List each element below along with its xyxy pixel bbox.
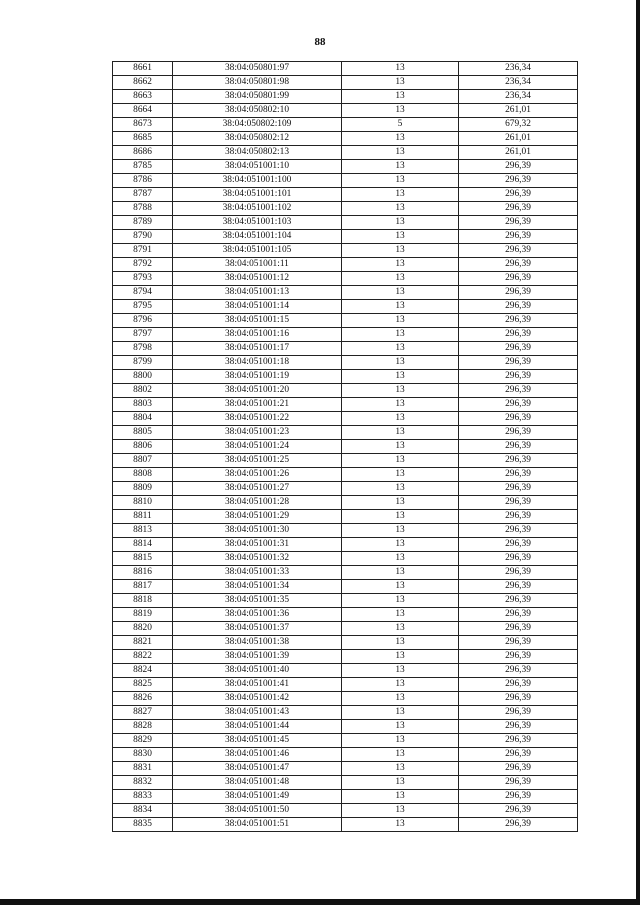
count-cell: 13 xyxy=(342,356,459,370)
table-row xyxy=(113,650,578,664)
cadastral-number-cell: 38:04:051001:100 xyxy=(173,174,342,188)
value-cell: 296,39 xyxy=(459,622,578,636)
table-row xyxy=(113,230,578,244)
row-number-cell: 8673 xyxy=(113,118,173,132)
count-cell: 13 xyxy=(342,440,459,454)
row-number-cell: 8824 xyxy=(113,664,173,678)
row-number-cell: 8786 xyxy=(113,174,173,188)
value-cell: 296,39 xyxy=(459,342,578,356)
row-number-cell: 8804 xyxy=(113,412,173,426)
row-number-cell: 8807 xyxy=(113,454,173,468)
table-row xyxy=(113,748,578,762)
row-number-cell: 8790 xyxy=(113,230,173,244)
value-cell: 296,39 xyxy=(459,398,578,412)
table-row xyxy=(113,384,578,398)
row-number-cell: 8662 xyxy=(113,76,173,90)
table-row xyxy=(113,468,578,482)
value-cell: 296,39 xyxy=(459,524,578,538)
count-cell: 13 xyxy=(342,482,459,496)
row-number-cell: 8798 xyxy=(113,342,173,356)
cadastral-number-cell: 38:04:051001:40 xyxy=(173,664,342,678)
cadastral-number-cell: 38:04:050801:97 xyxy=(173,62,342,76)
table-row xyxy=(113,300,578,314)
table-row xyxy=(113,594,578,608)
cadastral-number-cell: 38:04:051001:104 xyxy=(173,230,342,244)
table-row xyxy=(113,118,578,132)
row-number-cell: 8818 xyxy=(113,594,173,608)
page-number: 88 xyxy=(314,36,326,48)
cadastral-number-cell: 38:04:051001:10 xyxy=(173,160,342,174)
row-number-cell: 8803 xyxy=(113,398,173,412)
row-number-cell: 8831 xyxy=(113,762,173,776)
value-cell: 296,39 xyxy=(459,608,578,622)
value-cell: 261,01 xyxy=(459,104,578,118)
value-cell: 296,39 xyxy=(459,314,578,328)
count-cell: 13 xyxy=(342,188,459,202)
cadastral-number-cell: 38:04:050802:12 xyxy=(173,132,342,146)
row-number-cell: 8797 xyxy=(113,328,173,342)
table-row xyxy=(113,454,578,468)
table-row xyxy=(113,776,578,790)
value-cell: 261,01 xyxy=(459,132,578,146)
count-cell: 13 xyxy=(342,454,459,468)
count-cell: 13 xyxy=(342,468,459,482)
count-cell: 13 xyxy=(342,174,459,188)
table-row xyxy=(113,524,578,538)
count-cell: 13 xyxy=(342,398,459,412)
count-cell: 13 xyxy=(342,314,459,328)
row-number-cell: 8835 xyxy=(113,818,173,832)
cadastral-number-cell: 38:04:051001:17 xyxy=(173,342,342,356)
value-cell: 296,39 xyxy=(459,272,578,286)
row-number-cell: 8816 xyxy=(113,566,173,580)
table-row xyxy=(113,496,578,510)
count-cell: 13 xyxy=(342,202,459,216)
table-row xyxy=(113,622,578,636)
count-cell: 13 xyxy=(342,370,459,384)
table-row xyxy=(113,762,578,776)
row-number-cell: 8785 xyxy=(113,160,173,174)
row-number-cell: 8805 xyxy=(113,426,173,440)
table-row xyxy=(113,664,578,678)
table-row xyxy=(113,692,578,706)
table-row xyxy=(113,132,578,146)
table-row xyxy=(113,482,578,496)
value-cell: 296,39 xyxy=(459,748,578,762)
value-cell: 296,39 xyxy=(459,762,578,776)
cadastral-number-cell: 38:04:051001:105 xyxy=(173,244,342,258)
value-cell: 296,39 xyxy=(459,426,578,440)
cadastral-number-cell: 38:04:051001:37 xyxy=(173,622,342,636)
table-row xyxy=(113,398,578,412)
cadastral-number-cell: 38:04:050802:10 xyxy=(173,104,342,118)
row-number-cell: 8792 xyxy=(113,258,173,272)
value-cell: 296,39 xyxy=(459,160,578,174)
cadastral-number-cell: 38:04:051001:27 xyxy=(173,482,342,496)
cadastral-number-cell: 38:04:051001:14 xyxy=(173,300,342,314)
count-cell: 13 xyxy=(342,776,459,790)
value-cell: 296,39 xyxy=(459,468,578,482)
row-number-cell: 8826 xyxy=(113,692,173,706)
cadastral-number-cell: 38:04:051001:28 xyxy=(173,496,342,510)
row-number-cell: 8815 xyxy=(113,552,173,566)
cadastral-number-cell: 38:04:051001:25 xyxy=(173,454,342,468)
row-number-cell: 8685 xyxy=(113,132,173,146)
table-row xyxy=(113,678,578,692)
row-number-cell: 8664 xyxy=(113,104,173,118)
count-cell: 13 xyxy=(342,538,459,552)
cadastral-number-cell: 38:04:051001:20 xyxy=(173,384,342,398)
value-cell: 296,39 xyxy=(459,230,578,244)
row-number-cell: 8821 xyxy=(113,636,173,650)
count-cell: 13 xyxy=(342,76,459,90)
table-row xyxy=(113,720,578,734)
count-cell: 13 xyxy=(342,818,459,832)
row-number-cell: 8820 xyxy=(113,622,173,636)
cadastral-number-cell: 38:04:051001:50 xyxy=(173,804,342,818)
cadastral-number-cell: 38:04:051001:51 xyxy=(173,818,342,832)
cadastral-number-cell: 38:04:051001:102 xyxy=(173,202,342,216)
row-number-cell: 8813 xyxy=(113,524,173,538)
cadastral-number-cell: 38:04:051001:32 xyxy=(173,552,342,566)
row-number-cell: 8788 xyxy=(113,202,173,216)
cadastral-number-cell: 38:04:051001:49 xyxy=(173,790,342,804)
cadastral-number-cell: 38:04:051001:23 xyxy=(173,426,342,440)
count-cell: 5 xyxy=(342,118,459,132)
count-cell: 13 xyxy=(342,636,459,650)
row-number-cell: 8819 xyxy=(113,608,173,622)
table-row xyxy=(113,636,578,650)
table-row xyxy=(113,202,578,216)
table-row xyxy=(113,272,578,286)
count-cell: 13 xyxy=(342,412,459,426)
table-row xyxy=(113,608,578,622)
row-number-cell: 8686 xyxy=(113,146,173,160)
table-row xyxy=(113,104,578,118)
cadastral-number-cell: 38:04:051001:30 xyxy=(173,524,342,538)
row-number-cell: 8802 xyxy=(113,384,173,398)
cadastral-number-cell: 38:04:051001:35 xyxy=(173,594,342,608)
cadastral-number-cell: 38:04:051001:34 xyxy=(173,580,342,594)
count-cell: 13 xyxy=(342,90,459,104)
table-row xyxy=(113,538,578,552)
value-cell: 296,39 xyxy=(459,776,578,790)
value-cell: 236,34 xyxy=(459,90,578,104)
table-row xyxy=(113,174,578,188)
table-row xyxy=(113,580,578,594)
table-body xyxy=(113,62,578,832)
value-cell: 296,39 xyxy=(459,300,578,314)
cadastral-number-cell: 38:04:050801:98 xyxy=(173,76,342,90)
scan-edge xyxy=(636,0,640,905)
row-number-cell: 8787 xyxy=(113,188,173,202)
scan-bottom-edge xyxy=(0,899,640,905)
count-cell: 13 xyxy=(342,566,459,580)
row-number-cell: 8828 xyxy=(113,720,173,734)
value-cell: 296,39 xyxy=(459,244,578,258)
count-cell: 13 xyxy=(342,160,459,174)
count-cell: 13 xyxy=(342,552,459,566)
count-cell: 13 xyxy=(342,622,459,636)
cadastral-number-cell: 38:04:051001:43 xyxy=(173,706,342,720)
count-cell: 13 xyxy=(342,664,459,678)
cadastral-number-cell: 38:04:051001:42 xyxy=(173,692,342,706)
row-number-cell: 8833 xyxy=(113,790,173,804)
value-cell: 296,39 xyxy=(459,538,578,552)
row-number-cell: 8795 xyxy=(113,300,173,314)
count-cell: 13 xyxy=(342,692,459,706)
row-number-cell: 8789 xyxy=(113,216,173,230)
table-row xyxy=(113,286,578,300)
cadastral-number-cell: 38:04:051001:22 xyxy=(173,412,342,426)
table-row xyxy=(113,426,578,440)
table-row xyxy=(113,706,578,720)
row-number-cell: 8809 xyxy=(113,482,173,496)
table-row xyxy=(113,342,578,356)
value-cell: 296,39 xyxy=(459,552,578,566)
table-row xyxy=(113,370,578,384)
table-row xyxy=(113,146,578,160)
value-cell: 296,39 xyxy=(459,594,578,608)
table-row xyxy=(113,160,578,174)
value-cell: 296,39 xyxy=(459,202,578,216)
cadastral-number-cell: 38:04:051001:103 xyxy=(173,216,342,230)
cadastral-number-cell: 38:04:051001:24 xyxy=(173,440,342,454)
table-row xyxy=(113,804,578,818)
cadastral-number-cell: 38:04:051001:16 xyxy=(173,328,342,342)
value-cell: 296,39 xyxy=(459,328,578,342)
table-row xyxy=(113,258,578,272)
row-number-cell: 8810 xyxy=(113,496,173,510)
row-number-cell: 8794 xyxy=(113,286,173,300)
table-row xyxy=(113,216,578,230)
table-row xyxy=(113,62,578,76)
cadastral-number-cell: 38:04:051001:46 xyxy=(173,748,342,762)
cadastral-number-cell: 38:04:051001:11 xyxy=(173,258,342,272)
row-number-cell: 8808 xyxy=(113,468,173,482)
table-row xyxy=(113,188,578,202)
cadastral-number-cell: 38:04:051001:36 xyxy=(173,608,342,622)
row-number-cell: 8827 xyxy=(113,706,173,720)
table-row xyxy=(113,510,578,524)
table-row xyxy=(113,818,578,832)
row-number-cell: 8834 xyxy=(113,804,173,818)
row-number-cell: 8663 xyxy=(113,90,173,104)
table-row xyxy=(113,90,578,104)
cadastral-number-cell: 38:04:051001:48 xyxy=(173,776,342,790)
row-number-cell: 8793 xyxy=(113,272,173,286)
count-cell: 13 xyxy=(342,790,459,804)
count-cell: 13 xyxy=(342,748,459,762)
value-cell: 679,32 xyxy=(459,118,578,132)
count-cell: 13 xyxy=(342,580,459,594)
cadastral-number-cell: 38:04:051001:13 xyxy=(173,286,342,300)
table-row xyxy=(113,328,578,342)
value-cell: 296,39 xyxy=(459,482,578,496)
count-cell: 13 xyxy=(342,258,459,272)
value-cell: 296,39 xyxy=(459,370,578,384)
count-cell: 13 xyxy=(342,230,459,244)
count-cell: 13 xyxy=(342,510,459,524)
count-cell: 13 xyxy=(342,496,459,510)
value-cell: 296,39 xyxy=(459,804,578,818)
cadastral-number-cell: 38:04:051001:44 xyxy=(173,720,342,734)
count-cell: 13 xyxy=(342,286,459,300)
count-cell: 13 xyxy=(342,216,459,230)
count-cell: 13 xyxy=(342,300,459,314)
cadastral-number-cell: 38:04:050802:109 xyxy=(173,118,342,132)
table-row xyxy=(113,76,578,90)
count-cell: 13 xyxy=(342,650,459,664)
count-cell: 13 xyxy=(342,104,459,118)
value-cell: 296,39 xyxy=(459,174,578,188)
value-cell: 296,39 xyxy=(459,258,578,272)
row-number-cell: 8825 xyxy=(113,678,173,692)
table-row xyxy=(113,552,578,566)
cadastral-number-cell: 38:04:050801:99 xyxy=(173,90,342,104)
value-cell: 296,39 xyxy=(459,496,578,510)
row-number-cell: 8830 xyxy=(113,748,173,762)
value-cell: 296,39 xyxy=(459,706,578,720)
row-number-cell: 8796 xyxy=(113,314,173,328)
count-cell: 13 xyxy=(342,132,459,146)
cadastral-number-cell: 38:04:051001:33 xyxy=(173,566,342,580)
value-cell: 296,39 xyxy=(459,566,578,580)
count-cell: 13 xyxy=(342,342,459,356)
value-cell: 296,39 xyxy=(459,720,578,734)
cadastral-number-cell: 38:04:051001:31 xyxy=(173,538,342,552)
count-cell: 13 xyxy=(342,524,459,538)
row-number-cell: 8791 xyxy=(113,244,173,258)
value-cell: 296,39 xyxy=(459,664,578,678)
table-row xyxy=(113,244,578,258)
value-cell: 296,39 xyxy=(459,188,578,202)
value-cell: 296,39 xyxy=(459,650,578,664)
cadastral-number-cell: 38:04:050802:13 xyxy=(173,146,342,160)
value-cell: 296,39 xyxy=(459,818,578,832)
value-cell: 296,39 xyxy=(459,734,578,748)
row-number-cell: 8814 xyxy=(113,538,173,552)
data-table xyxy=(112,61,578,832)
value-cell: 296,39 xyxy=(459,286,578,300)
value-cell: 296,39 xyxy=(459,454,578,468)
value-cell: 296,39 xyxy=(459,216,578,230)
cadastral-number-cell: 38:04:051001:45 xyxy=(173,734,342,748)
cadastral-number-cell: 38:04:051001:15 xyxy=(173,314,342,328)
table-row xyxy=(113,790,578,804)
row-number-cell: 8817 xyxy=(113,580,173,594)
count-cell: 13 xyxy=(342,678,459,692)
count-cell: 13 xyxy=(342,734,459,748)
count-cell: 13 xyxy=(342,272,459,286)
cadastral-number-cell: 38:04:051001:101 xyxy=(173,188,342,202)
cadastral-number-cell: 38:04:051001:47 xyxy=(173,762,342,776)
cadastral-number-cell: 38:04:051001:39 xyxy=(173,650,342,664)
row-number-cell: 8832 xyxy=(113,776,173,790)
table-row xyxy=(113,566,578,580)
count-cell: 13 xyxy=(342,146,459,160)
cadastral-number-cell: 38:04:051001:29 xyxy=(173,510,342,524)
cadastral-number-cell: 38:04:051001:26 xyxy=(173,468,342,482)
row-number-cell: 8661 xyxy=(113,62,173,76)
row-number-cell: 8806 xyxy=(113,440,173,454)
row-number-cell: 8811 xyxy=(113,510,173,524)
count-cell: 13 xyxy=(342,608,459,622)
cadastral-number-cell: 38:04:051001:12 xyxy=(173,272,342,286)
table-row xyxy=(113,440,578,454)
count-cell: 13 xyxy=(342,384,459,398)
value-cell: 296,39 xyxy=(459,440,578,454)
cadastral-number-cell: 38:04:051001:21 xyxy=(173,398,342,412)
count-cell: 13 xyxy=(342,594,459,608)
table-row xyxy=(113,412,578,426)
count-cell: 13 xyxy=(342,804,459,818)
count-cell: 13 xyxy=(342,426,459,440)
value-cell: 236,34 xyxy=(459,76,578,90)
table-row xyxy=(113,734,578,748)
count-cell: 13 xyxy=(342,706,459,720)
cadastral-number-cell: 38:04:051001:38 xyxy=(173,636,342,650)
cadastral-number-cell: 38:04:051001:18 xyxy=(173,356,342,370)
count-cell: 13 xyxy=(342,62,459,76)
count-cell: 13 xyxy=(342,328,459,342)
value-cell: 296,39 xyxy=(459,790,578,804)
cadastral-number-cell: 38:04:051001:41 xyxy=(173,678,342,692)
row-number-cell: 8822 xyxy=(113,650,173,664)
table-row xyxy=(113,314,578,328)
value-cell: 236,34 xyxy=(459,62,578,76)
table-row xyxy=(113,356,578,370)
value-cell: 296,39 xyxy=(459,580,578,594)
count-cell: 13 xyxy=(342,762,459,776)
value-cell: 296,39 xyxy=(459,356,578,370)
count-cell: 13 xyxy=(342,244,459,258)
row-number-cell: 8800 xyxy=(113,370,173,384)
row-number-cell: 8829 xyxy=(113,734,173,748)
value-cell: 296,39 xyxy=(459,636,578,650)
row-number-cell: 8799 xyxy=(113,356,173,370)
value-cell: 296,39 xyxy=(459,510,578,524)
count-cell: 13 xyxy=(342,720,459,734)
value-cell: 296,39 xyxy=(459,384,578,398)
cadastral-number-cell: 38:04:051001:19 xyxy=(173,370,342,384)
value-cell: 261,01 xyxy=(459,146,578,160)
value-cell: 296,39 xyxy=(459,412,578,426)
value-cell: 296,39 xyxy=(459,692,578,706)
value-cell: 296,39 xyxy=(459,678,578,692)
